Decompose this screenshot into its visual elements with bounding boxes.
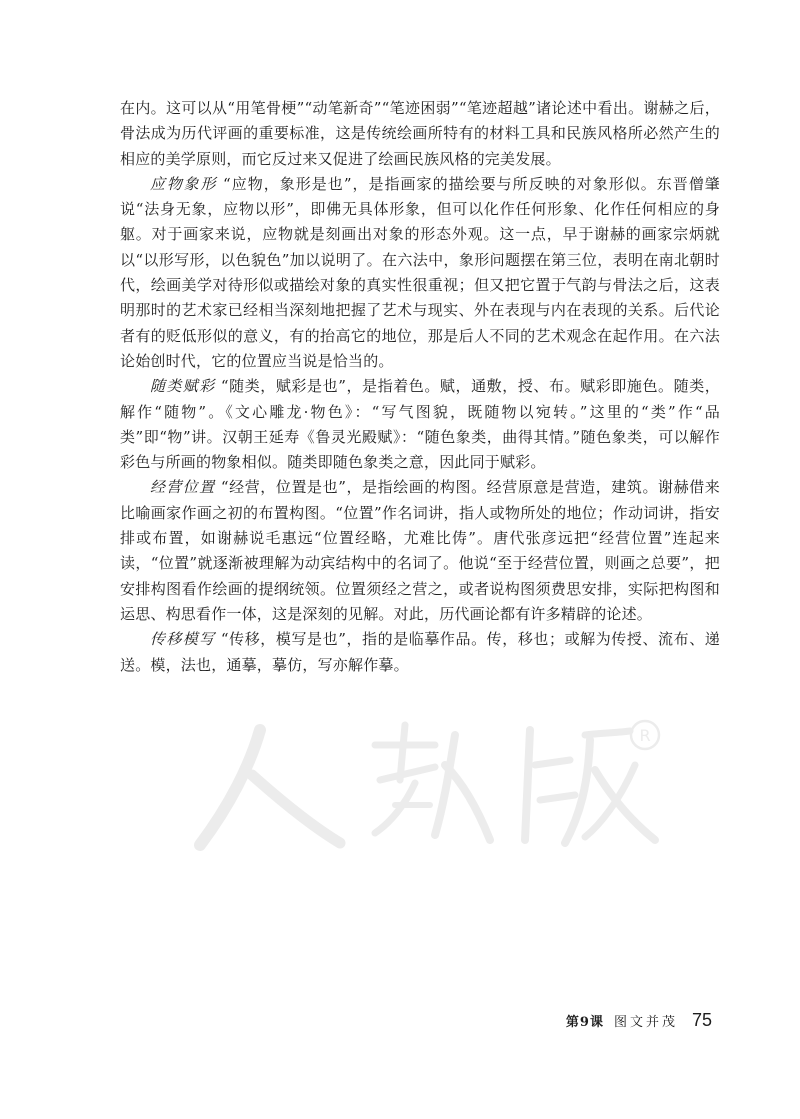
page-footer [566, 1010, 712, 1031]
paragraph-continuation [120, 96, 720, 172]
section-term: 应物象形 [150, 174, 218, 193]
publisher-watermark [190, 705, 670, 855]
paragraph-sui-lei-fu-cai [120, 374, 720, 475]
lesson-title: 图文并茂 [613, 1015, 678, 1030]
svg-text:R: R [639, 726, 651, 745]
paragraph-text: “随类，赋彩是也”，是指着色。赋，通敷，授、布。赋彩即施色。随类，解作“随物”。《文心雕龙·物色》：“写气图貌，既随物以宛转。”这里的“类”作“品类”即“物”讲。汉朝王延寿《鲁灵光殿赋》：“随色象类，曲得其情。”随色象类，可以解作彩色与所画的物象相似。随类即随色象类之意，因此同于赋彩。 [120, 377, 720, 472]
paragraph-text: “应物，象形是也”，是指画家的描绘要与所反映的对象形似。东晋僧肇说“法身无象，应物以形”，即佛无具体形象，但可以化作任何形象、化作任何相应的身躯。对于画家来说，应物就是刻画出对象的形态外观。这一点，早于谢赫的画家宗炳就以“以形写形，以色貌色”加以说明了。在六法中，象形问题摆在第三位，表明在南北朝时代，绘画美学对待形似或描绘对象的真实性很重视；但又把它置于气韵与骨法之后，这表明那时的艺术家已经相当深刻地把握了艺术与现实、外在表现与内在表现的关系。后代论者有的贬低形似的意义，有的抬高它的地位，那是后人不同的艺术观念在起作用。在六法论始创时代，它的位置应当说是恰当的。 [120, 174, 720, 370]
lesson-number: 第9课 [565, 1015, 604, 1030]
paragraph-jing-ying-wei-zhi [120, 475, 720, 627]
section-term: 经营位置 [150, 478, 216, 497]
section-term: 传移模写 [150, 630, 216, 649]
section-term: 随类赋彩 [150, 377, 216, 396]
paragraph-ying-wu-xiang-xing [120, 172, 720, 374]
paragraph-chuan-yi-mo-xie [120, 627, 720, 678]
body-text [120, 96, 720, 678]
watermark-logo [190, 705, 670, 855]
paragraph-text: “经营，位置是也”，是指绘画的构图。经营原意是营造，建筑。谢赫借来比喻画家作画之初的布置构图。“位置”作名词讲，指人或物所处的地位；作动词讲，指安排或布置，如谢赫说毛惠远“位置经略，尤难比俦”。唐代张彦远把“经营位置”连起来读，“位置”就逐渐被理解为动宾结构中的名词了。他说“至于经营位置，则画之总要”，把安排构图看作绘画的提纲统领。位置须经之营之，或者说构图须费思安排，实际把构图和运思、构思看作一体，这是深刻的见解。对此，历代画论都有许多精辟的论述。 [120, 478, 720, 623]
page-number: 75 [691, 1010, 712, 1030]
paragraph-text: 在内。这可以从“用笔骨梗”“动笔新奇”“笔迹困弱”“笔迹超越”诸论述中看出。谢赫之后，骨法成为历代评画的重要标准，这是传统绘画所特有的材料工具和民族风格所必然产生的相应的美学原则，而它反过来又促进了绘画民族风格的完美发展。 [120, 99, 720, 168]
paragraph-text: “传移，模写是也”，指的是临摹作品。传，移也；或解为传授、流布、递送。模，法也，通摹，摹仿，写亦解作摹。 [120, 630, 720, 674]
